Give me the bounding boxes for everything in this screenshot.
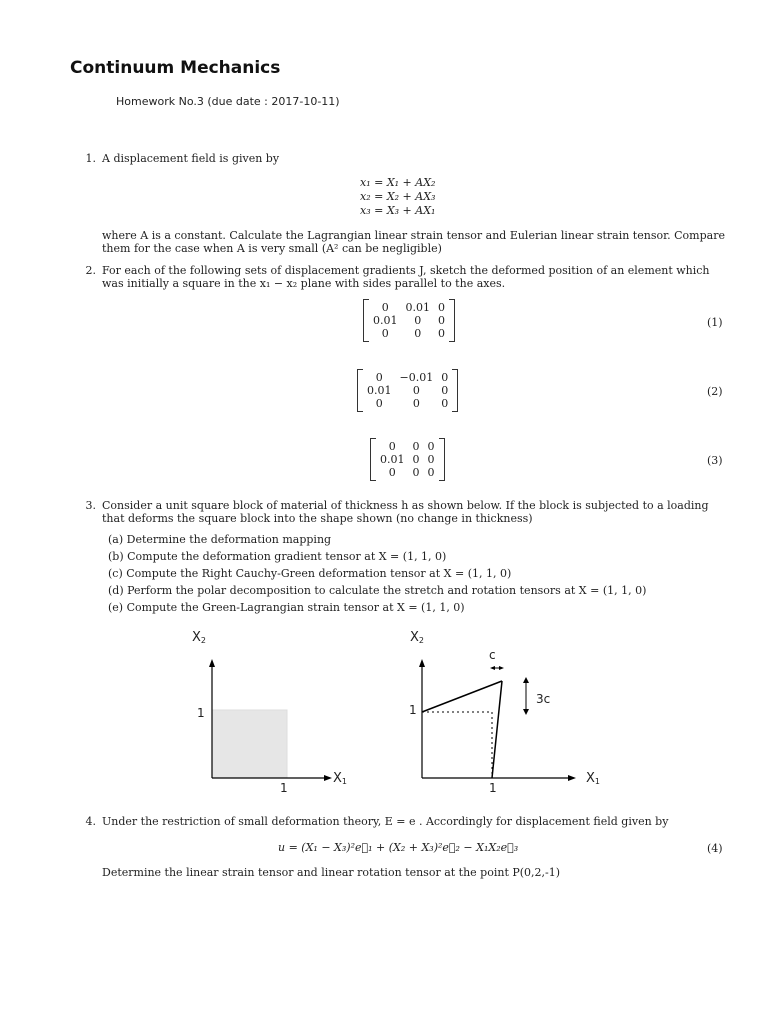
problem-4-line2: Determine the linear strain tensor and linear rotation tensor at the point P(0,2,-1) [102,866,561,879]
left-tick-x: 1 [280,781,288,795]
right-tick-y: 1 [409,703,417,717]
right-x-axis-label: $X_1$ [586,771,600,786]
homework-subtitle: Homework No.3 (due date : 2017-10-11) [116,95,340,108]
matrix-cell: 0 [438,314,445,327]
y-axis-arrow [209,659,215,667]
matrix-cell: 0 [412,397,420,410]
problem-3-item-b: (b) Compute the deformation gradient tensor at X = (1, 1, 0) [108,550,447,563]
x-axis-arrow [324,775,332,781]
problem-2-line2: was initially a square in the x₁ − x₂ plane with sides parallel to the axes. [102,277,506,290]
matrix-cell: 0 [414,314,422,327]
problem-3-item-e: (e) Compute the Green-Lagrangian strain tensor at X = (1, 1, 0) [108,601,465,614]
matrix-cell: 0.01 [380,453,405,466]
right-tick-x: 1 [489,781,497,795]
matrix-cell: 0 [381,301,389,314]
equation-label-3: (3) [707,454,723,467]
matrix-cell: 0 [388,440,396,453]
matrix-cell: 0 [438,301,445,314]
y-axis-arrow [419,659,425,667]
matrix-cell: 0 [427,440,435,453]
left-tick-y: 1 [197,706,205,720]
problem-2-line1: For each of the following sets of displacement gradients J, sketch the deformed position of an element which [102,264,710,277]
matrix-cell: 0 [441,384,449,397]
deformed-right-edge [492,681,502,778]
matrix-cell: 0.01 [405,301,430,314]
equation-x2: x₂ = X₂ + AX₃ [360,190,436,203]
matrix-cell: −0.01 [399,371,434,384]
c-label: c [489,648,496,662]
matrix-cell: 0 [381,327,389,340]
problem-1-number: 1. [85,152,96,165]
3c-label: 3c [536,692,551,706]
problem-3-item-a: (a) Determine the deformation mapping [108,533,332,546]
matrix-cell: 0 [441,397,449,410]
problem-3-line2: that deforms the square block into the shape shown (no change in thickness) [102,512,533,525]
problem-3-number: 3. [85,499,96,512]
problem-3-item-d: (d) Perform the polar decomposition to calculate the stretch and rotation tensors at X = (1, 1, 0) [108,584,647,597]
figure-deformed-shape [400,625,600,800]
left-x-axis-label: $X_1$ [333,771,347,786]
equation-label-2: (2) [707,385,723,398]
right-y-axis-label: $X_2$ [410,630,424,645]
undeformed-square [212,710,287,778]
matrix-cell: 0 [427,453,435,466]
page-title: Continuum Mechanics [70,58,281,78]
matrix-cell: 0 [375,371,383,384]
problem-1-text-line2: them for the case when A is very small (A² can be negligible) [102,242,442,255]
displacement-field-equation: u = (X₁ − X₃)²e⃗₁ + (X₂ + X₃)²e⃗₂ − X₁X₂e⃗₃ [278,841,519,854]
matrix-cell: 0 [412,384,420,397]
matrix-cell: 0 [388,466,396,479]
problem-1-intro: A displacement field is given by [102,152,280,165]
matrix-3 [376,440,439,479]
matrix-cell: 0 [438,327,445,340]
equation-x3: x₃ = X₃ + AX₁ [360,204,436,217]
deformed-top-edge [422,681,502,712]
3c-arrow-head-top [523,677,529,683]
matrix-cell: 0 [414,327,422,340]
matrix-cell: 0.01 [367,384,392,397]
matrix-2 [363,371,452,410]
matrix-cell: 0 [412,466,420,479]
c-arrow-head-left [490,666,495,670]
matrix-cell: 0.01 [373,314,398,327]
equation-label-1: (1) [707,316,723,329]
problem-4-number: 4. [85,815,96,828]
matrix-cell: 0 [427,466,435,479]
x-axis-arrow [568,775,576,781]
matrix-1 [369,301,449,340]
c-arrow-head-right [499,666,504,670]
equation-label-4: (4) [707,842,723,855]
matrix-cell: 0 [412,453,420,466]
equation-x1: x₁ = X₁ + AX₂ [360,176,436,189]
problem-4-line1: Under the restriction of small deformation theory, E = e . Accordingly for displacement field given by [102,815,669,828]
3c-arrow-head-bottom [523,709,529,715]
problem-3-line1: Consider a unit square block of material of thickness h as shown below. If the block is subjected to a loading [102,499,709,512]
matrix-cell: 0 [412,440,420,453]
left-y-axis-label: $X_2$ [192,630,206,645]
problem-1-text-line1: where A is a constant. Calculate the Lagrangian linear strain tensor and Eulerian linear strain tensor. Compare [102,229,725,242]
matrix-cell: 0 [375,397,383,410]
problem-3-item-c: (c) Compute the Right Cauchy-Green deformation tensor at X = (1, 1, 0) [108,567,512,580]
problem-2-number: 2. [85,264,96,277]
matrix-cell: 0 [441,371,449,384]
